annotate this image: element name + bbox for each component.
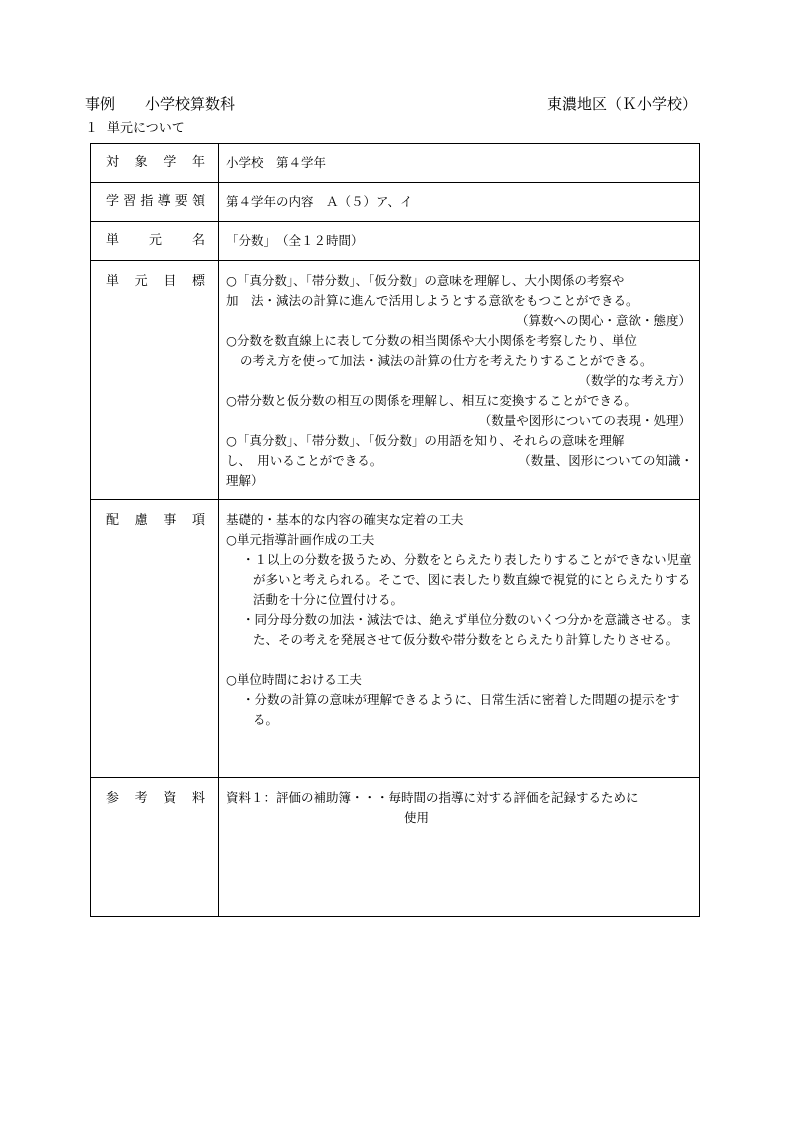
label-considerations: 配 慮 事 項 bbox=[106, 513, 205, 528]
label-references: 参 考 資 料 bbox=[106, 791, 205, 806]
label-cell-unit-goals bbox=[91, 261, 219, 500]
row-unit-goals bbox=[91, 261, 700, 500]
section-heading: 単元について bbox=[107, 121, 185, 136]
label-unit-goals: 単 元 目 標 bbox=[106, 274, 205, 289]
value-unit-name: 「分数」 （全１２時間） bbox=[226, 233, 364, 248]
subject-label: 小学校算数科 bbox=[145, 95, 236, 113]
goal-4-tag-end: 理解） bbox=[226, 473, 264, 488]
label-cell-unit-name bbox=[91, 222, 219, 261]
goal-3-tag: （数量や図形についての表現・処理） bbox=[478, 413, 691, 428]
references-text bbox=[219, 778, 699, 828]
row-unit-name bbox=[91, 222, 700, 261]
row-references bbox=[91, 778, 700, 917]
references-line-1: 資料１：評価の補助簿・・・毎時間の指導に対する評価を記録するために bbox=[226, 790, 639, 805]
goal-3-line-1: ○帯分数と仮分数の相互の関係を理解し、相互に変換することができる。 bbox=[226, 393, 637, 408]
label-cell-references bbox=[91, 778, 219, 917]
references-line-2: 使用 bbox=[404, 810, 430, 825]
value-cell-considerations bbox=[219, 500, 700, 778]
considerations-bullet-1: ・１以上の分数を扱うため、分数をとらえたり表したりすることができない児童が多いと考えられる。そこで、図に表したり数直線で視覚的にとらえたりする活動を十分に位置付ける。 bbox=[242, 552, 692, 607]
value-cell-references bbox=[219, 778, 700, 917]
considerations-bullet-2: ・同分母分数の加法・減法では、絶えず単位分数のいくつ分かを意識させる。また、その考えを発展させて仮分数や帯分数をとらえたり計算したりさせる。 bbox=[242, 612, 693, 647]
label-cell-target-grade bbox=[91, 144, 219, 183]
goal-1-tag: （算数への関心・意欲・態度） bbox=[515, 313, 691, 328]
goal-1-line-1: ○「真分数」、「帯分数」、「仮分数」の意味を理解し、大小関係の考察や bbox=[226, 273, 625, 288]
case-label: 事例 bbox=[85, 95, 116, 113]
label-target-grade: 対 象 学 年 bbox=[106, 155, 205, 170]
goal-2-line-1: ○分数を数直線上に表して分数の相当関係や大小関係を考察したり、単位 bbox=[226, 333, 637, 348]
goal-2-tag: （数学的な考え方） bbox=[578, 373, 691, 388]
value-cell-unit-name bbox=[219, 222, 700, 261]
district-label: 東濃地区（Ｋ小学校） bbox=[546, 95, 697, 113]
value-cell-guideline bbox=[219, 183, 700, 222]
row-target-grade bbox=[91, 144, 700, 183]
value-guideline: 第４学年の内容 Ａ（５）ア、イ bbox=[226, 194, 413, 209]
page-header bbox=[85, 93, 705, 113]
considerations-heading: 基礎的・基本的な内容の確実な定着の工夫 bbox=[226, 512, 464, 527]
goal-2-line-2: の考え方を使って加法・減法の計算の仕方を考えたりすることができる。 bbox=[240, 353, 653, 368]
goal-4-line-1: ○「真分数」、「帯分数」、「仮分数」の用語を知り、それらの意味を理解 bbox=[226, 433, 625, 448]
label-unit-name: 単 元 名 bbox=[106, 233, 205, 248]
spacer bbox=[226, 650, 693, 670]
header-left bbox=[85, 93, 235, 114]
considerations-text bbox=[219, 500, 699, 730]
label-guideline: 学 習 指 導 要 領 bbox=[106, 194, 205, 209]
considerations-sub-1: ○単元指導計画作成の工夫 bbox=[226, 532, 375, 547]
value-cell-unit-goals bbox=[219, 261, 700, 500]
goal-4-line-2: し、 用いることができる。 （数量、図形についての知識・ bbox=[226, 451, 693, 471]
goal-4-tag: （数量、図形についての知識・ bbox=[518, 453, 693, 468]
value-target-grade: 小学校 第４学年 bbox=[226, 155, 327, 170]
section-number: １ bbox=[85, 121, 99, 136]
label-cell-considerations bbox=[91, 500, 219, 778]
row-guideline bbox=[91, 183, 700, 222]
row-considerations bbox=[91, 500, 700, 778]
considerations-sub-2: ○単位時間における工夫 bbox=[226, 672, 362, 687]
considerations-bullet-3: ・分数の計算の意味が理解できるように、日常生活に密着した問題の提示をする。 bbox=[242, 692, 680, 727]
goal-1-line-2: 加 法・減法の計算に進んで活用しようとする意欲をもつことができる。 bbox=[226, 293, 639, 308]
unit-info-table bbox=[90, 143, 700, 917]
unit-goals-text bbox=[219, 261, 699, 491]
label-cell-guideline bbox=[91, 183, 219, 222]
value-cell-target-grade bbox=[219, 144, 700, 183]
section-title bbox=[85, 117, 185, 136]
